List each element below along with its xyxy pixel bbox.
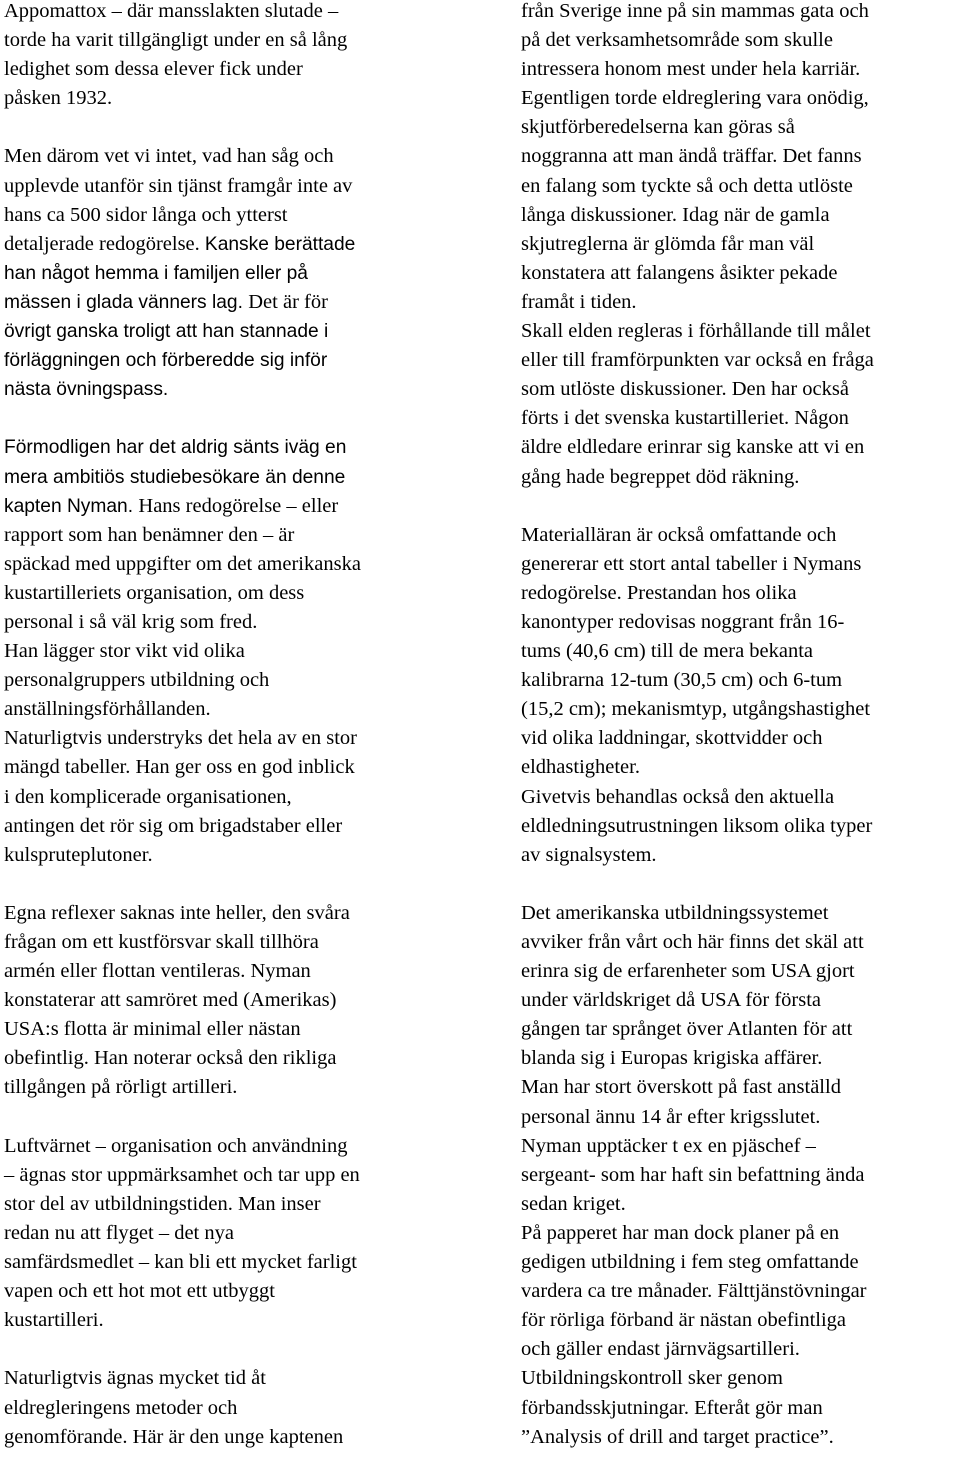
text-segment: (15,2 cm); mekanismtyp, utgångshastighet [521, 698, 871, 721]
text-line [521, 1015, 957, 1044]
text-line [4, 346, 474, 375]
text-line [521, 317, 957, 346]
text-line [521, 1190, 957, 1219]
text-segment: som utlöste diskussioner. Den har också [521, 378, 849, 401]
text-segment: mässen i glada vänners lag. [4, 291, 249, 313]
text-line [4, 550, 474, 579]
text-line [4, 1306, 474, 1335]
text-line [521, 1277, 957, 1306]
text-line [4, 986, 474, 1015]
text-segment: torde ha varit tillgängligt under en så lång [4, 29, 348, 52]
right-column [521, 0, 957, 1452]
text-segment: redogörelse. Prestandan hos olika [521, 581, 797, 604]
text-segment: upplevde utanför sin tjänst framgår inte av [4, 174, 353, 197]
text-line [521, 1219, 957, 1248]
text-segment: konstaterar att samröret med (Amerikas) [4, 989, 337, 1012]
text-segment: tums (40,6 cm) till de mera bekanta [521, 640, 814, 663]
text-line [4, 492, 474, 521]
text-line [521, 1073, 957, 1102]
text-line [4, 201, 474, 230]
text-segment: eller till framförpunkten var också en fråga [521, 349, 874, 372]
text-line [521, 26, 957, 55]
text-line [521, 404, 957, 433]
text-line [4, 637, 474, 666]
text-segment: anställningsförhållanden. [4, 698, 211, 721]
text-line [4, 695, 474, 724]
text-line [521, 84, 957, 113]
text-segment: Det är för [248, 290, 328, 313]
text-line [521, 579, 957, 608]
text-line [4, 1219, 474, 1248]
text-segment: ledighet som dessa elever fick under [4, 58, 303, 81]
text-segment: noggranna att man ändå träffar. Det fanns [521, 145, 862, 168]
text-line [521, 521, 957, 550]
text-segment: obefintlig. Han noterar också den rikliga [4, 1047, 337, 1070]
text-line [521, 375, 957, 404]
text-line [521, 608, 957, 637]
text-segment: personalgruppers utbildning och [4, 669, 270, 692]
text-segment: Det amerikanska utbildningssystemet [521, 901, 829, 924]
text-segment: eldledningsutrustningen liksom olika typer [521, 814, 873, 837]
text-line [4, 375, 474, 404]
text-segment: kulspruteplutoner. [4, 843, 153, 866]
text-line [521, 113, 957, 142]
text-segment: sedan kriget. [521, 1192, 626, 1215]
text-segment: förläggningen och förberedde sig inför [4, 350, 328, 372]
text-line [4, 84, 474, 113]
text-line [4, 1423, 474, 1452]
text-line [4, 463, 474, 492]
text-line [521, 1306, 957, 1335]
text-line [4, 288, 474, 317]
text-segment: intressera honom mest under hela karriär. [521, 58, 861, 81]
text-segment: Man har stort överskott på fast anställd [521, 1076, 841, 1099]
text-segment: förbandsskjutningar. Efteråt gör man [521, 1396, 823, 1419]
text-segment: skjutreglerna är glömda får man väl [521, 232, 815, 255]
text-line [4, 521, 474, 550]
text-line [521, 1161, 957, 1190]
text-line [521, 433, 957, 462]
text-segment: blanda sig i Europas krigiska affärer. [521, 1047, 823, 1070]
text-segment: USA:s flotta är minimal eller nästan [4, 1018, 301, 1041]
text-segment: vid olika laddningar, skottvidder och [521, 727, 823, 750]
paragraph-gap [521, 492, 957, 521]
text-line [521, 463, 957, 492]
text-line [521, 841, 957, 870]
text-line [4, 608, 474, 637]
text-segment: gedigen utbildning i fem steg omfattande [521, 1251, 859, 1274]
text-line [4, 666, 474, 695]
text-segment: – ägnas stor uppmärksamhet och tar upp en [4, 1163, 360, 1186]
text-line [4, 230, 474, 259]
text-segment: genomförande. Här är den unge kaptenen [4, 1425, 344, 1448]
text-line [4, 433, 474, 462]
text-line [4, 1248, 474, 1277]
text-line [521, 724, 957, 753]
text-segment: kanontyper redovisas noggrant från 16- [521, 610, 845, 633]
text-segment: antingen det rör sig om brigadstaber eller [4, 814, 343, 837]
text-segment: vardera ca tre månader. Fälttjänstövningar [521, 1280, 867, 1303]
text-segment: Naturligtvis ägnas mycket tid åt [4, 1367, 266, 1390]
text-line [521, 346, 957, 375]
text-line [4, 55, 474, 84]
text-line [521, 1364, 957, 1393]
text-line [4, 172, 474, 201]
text-segment: av signalsystem. [521, 843, 657, 866]
text-segment: för rörliga förband är nästan obefintliga [521, 1309, 847, 1332]
text-segment: nästa övningspass. [4, 379, 169, 401]
text-segment: detaljerade redogörelse. [4, 232, 205, 255]
text-segment: Givetvis behandlas också den aktuella [521, 785, 835, 808]
text-segment: förts i det svenska kustartilleriet. Någon [521, 407, 849, 430]
text-segment: äldre eldledare erinrar sig kanske att vi en [521, 436, 865, 459]
text-line [521, 695, 957, 724]
text-segment: På papperet har man dock planer på en [521, 1221, 840, 1244]
text-line [521, 899, 957, 928]
text-segment: och gäller endast järnvägsartilleri. [521, 1338, 800, 1361]
text-line [521, 0, 957, 26]
text-line [4, 579, 474, 608]
text-segment: Naturligtvis understryks det hela av en stor [4, 727, 357, 750]
paragraph-gap [4, 870, 474, 899]
text-segment: frågan om ett kustförsvar skall tillhöra [4, 931, 319, 953]
text-line [521, 1423, 957, 1452]
text-segment: kalibrarna 12-tum (30,5 cm) och 6-tum [521, 669, 843, 692]
text-segment: avviker från vårt och här finns det skäl att [521, 931, 864, 953]
text-segment: redan nu att flyget – det nya [4, 1221, 234, 1244]
text-segment: genererar ett stort antal tabeller i Nymans [521, 552, 862, 575]
text-line [4, 317, 474, 346]
text-line [521, 1394, 957, 1423]
text-line [521, 957, 957, 986]
text-segment: påsken 1932. [4, 87, 113, 110]
text-line [4, 812, 474, 841]
text-segment: övrigt ganska troligt att han stannade i [4, 321, 329, 343]
text-line [4, 724, 474, 753]
text-line [521, 201, 957, 230]
text-line [4, 1190, 474, 1219]
text-segment: kapten Nyman. [4, 495, 139, 517]
text-line [4, 957, 474, 986]
text-line [521, 288, 957, 317]
text-segment: ”Analysis of drill and target practice”. [521, 1425, 834, 1448]
text-line [4, 841, 474, 870]
text-segment: Han lägger stor vikt vid olika [4, 640, 245, 663]
paragraph-gap [4, 113, 474, 142]
text-line [521, 142, 957, 171]
text-segment: kustartilleriets organisation, om dess [4, 581, 305, 604]
text-segment: Utbildningskontroll sker genom [521, 1367, 783, 1390]
text-segment: personal ännu 14 år efter krigsslutet. [521, 1105, 821, 1128]
text-line [521, 259, 957, 288]
paragraph-gap [4, 1335, 474, 1364]
text-segment: Skall elden regleras i förhållande till målet [521, 320, 871, 343]
text-line [4, 783, 474, 812]
text-segment: erinra sig de erfarenheter som USA gjort [521, 960, 855, 983]
text-line [4, 1132, 474, 1161]
text-line [521, 1248, 957, 1277]
text-line [4, 928, 474, 957]
paragraph-gap [4, 404, 474, 433]
text-segment: sergeant- som har haft sin befattning ända [521, 1163, 865, 1186]
text-line [521, 230, 957, 259]
text-segment: hans ca 500 sidor långa och ytterst [4, 203, 288, 226]
text-segment: mängd tabeller. Han ger oss en god inblick [4, 756, 355, 779]
text-segment: skjutförberedelserna kan göras så [521, 116, 795, 139]
text-segment: stor del av utbildningstiden. Man inser [4, 1192, 321, 1215]
text-segment: tillgången på rörligt artilleri. [4, 1076, 238, 1099]
text-line [4, 142, 474, 171]
text-line [4, 0, 474, 26]
text-line [521, 550, 957, 579]
text-segment: personal i så väl krig som fred. [4, 610, 258, 633]
text-segment: från Sverige inne på sin mammas gata och [521, 0, 869, 22]
text-segment: späckad med uppgifter om det amerikanska [4, 552, 361, 575]
text-line [4, 1015, 474, 1044]
text-line [4, 1044, 474, 1073]
text-line [4, 26, 474, 55]
text-segment: Luftvärnet – organisation och användning [4, 1134, 348, 1157]
left-column [4, 0, 474, 1452]
text-line [521, 812, 957, 841]
text-line [521, 1335, 957, 1364]
text-segment: gång hade begreppet död räkning. [521, 465, 800, 488]
text-segment: eldhastigheter. [521, 756, 640, 779]
text-segment: Hans redogörelse – eller [138, 494, 339, 517]
text-segment: under världskriget då USA för första [521, 989, 822, 1012]
text-segment: rapport som han benämner den – är [4, 523, 295, 546]
text-segment: Egna reflexer saknas inte heller, den svåra [4, 901, 350, 924]
text-line [521, 666, 957, 695]
text-segment: på det verksamhetsområde som skulle [521, 29, 833, 52]
text-segment: han något hemma i familjen eller på [4, 262, 308, 284]
text-segment: konstatera att falangens åsikter pekade [521, 261, 838, 284]
text-segment: kustartilleri. [4, 1309, 104, 1332]
text-segment: Nyman upptäcker t ex en pjäschef – [521, 1134, 816, 1157]
text-line [521, 1103, 957, 1132]
text-line [4, 1161, 474, 1190]
text-segment: Förmodligen har det aldrig sänts iväg en [4, 437, 347, 459]
text-segment: Materialläran är också omfattande och [521, 523, 837, 546]
text-line [521, 55, 957, 84]
text-line [521, 172, 957, 201]
text-segment: Kanske berättade [204, 233, 356, 255]
text-line [521, 783, 957, 812]
text-line [521, 986, 957, 1015]
text-line [4, 259, 474, 288]
text-line [521, 753, 957, 782]
text-line [521, 1132, 957, 1161]
text-segment: armén eller flottan ventileras. Nyman [4, 960, 311, 983]
text-segment: mera ambitiös studiebesökare än denne [4, 466, 346, 488]
text-segment: Men därom vet vi intet, vad han såg och [4, 145, 334, 168]
text-segment: gången tar språnget över Atlanten för att [521, 1018, 853, 1041]
text-line [4, 1277, 474, 1306]
text-line [4, 1073, 474, 1102]
text-line [4, 1364, 474, 1393]
text-segment: Egentligen torde eldreglering vara onödig, [521, 87, 869, 110]
text-line [521, 928, 957, 957]
text-segment: långa diskussioner. Idag när de gamla [521, 203, 830, 226]
text-line [4, 899, 474, 928]
text-line [521, 1044, 957, 1073]
text-segment: i den komplicerade organisationen, [4, 785, 292, 808]
text-line [4, 753, 474, 782]
text-line [521, 637, 957, 666]
text-segment: samfärdsmedlet – kan bli ett mycket farligt [4, 1251, 357, 1274]
text-segment: eldregleringens metoder och [4, 1396, 238, 1419]
text-segment: Appomattox – där mansslakten slutade – [4, 0, 339, 22]
text-line [4, 1394, 474, 1423]
text-segment: vapen och ett hot mot ett utbyggt [4, 1280, 276, 1303]
text-segment: en falang som tyckte så och detta utlöste [521, 174, 853, 197]
text-segment: framåt i tiden. [521, 290, 637, 313]
paragraph-gap [4, 1103, 474, 1132]
paragraph-gap [521, 870, 957, 899]
